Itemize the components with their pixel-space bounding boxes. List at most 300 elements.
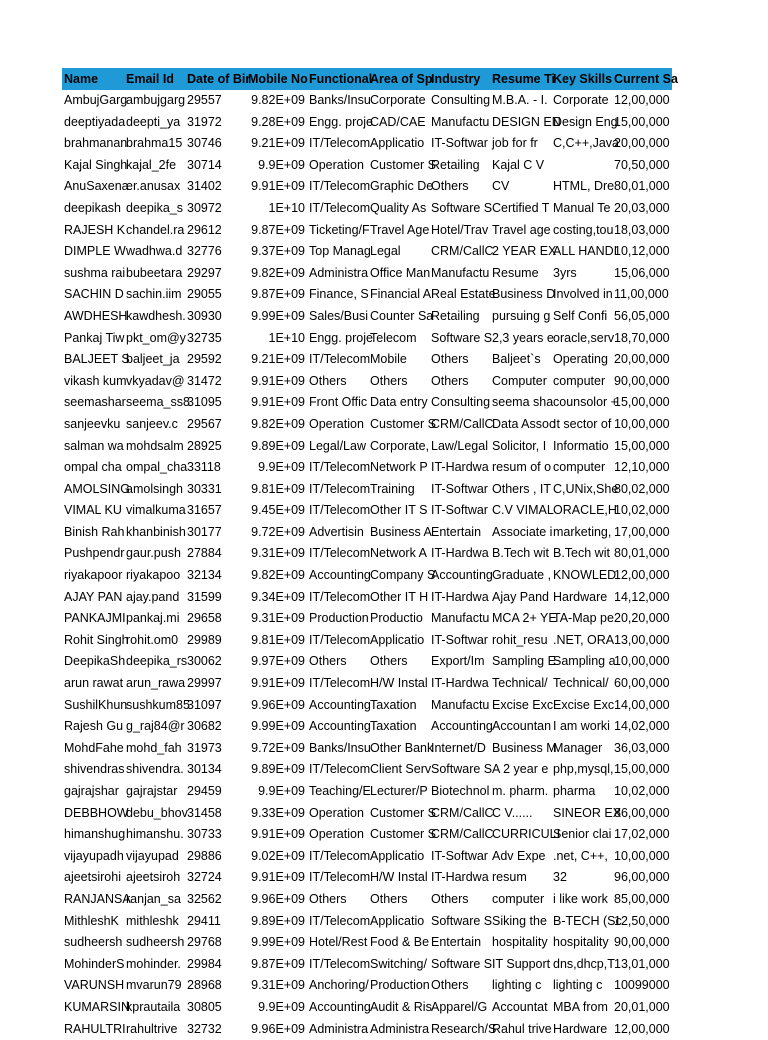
cell-name[interactable]: ompal cha <box>64 460 122 475</box>
cell-email[interactable]: deepika_rs <box>126 654 188 669</box>
cell-email[interactable]: baljeet_ja <box>126 352 180 367</box>
cell-specialization[interactable]: Other Bank <box>370 740 434 755</box>
cell-functional-area[interactable]: Banks/Insu <box>309 93 371 107</box>
cell-resume-title[interactable]: CURRICULI <box>492 827 561 842</box>
cell-current-salary[interactable]: 15,00,000 <box>614 114 670 129</box>
cell-functional-area[interactable]: Ticketing/F <box>309 222 370 237</box>
cell-resume-title[interactable]: hospitality <box>492 935 548 950</box>
cell-current-salary[interactable]: 18,70,000 <box>614 330 670 345</box>
cell-current-salary[interactable]: 60,00,000 <box>614 676 670 691</box>
cell-mobile[interactable]: 9.31E+09 <box>251 978 305 993</box>
cell-dob[interactable]: 32134 <box>187 568 222 583</box>
cell-key-skills[interactable]: .NET, ORA <box>553 632 615 647</box>
cell-functional-area[interactable]: IT/Telecom <box>309 848 371 863</box>
cell-name[interactable]: salman wa <box>64 438 124 453</box>
cell-name[interactable]: Kajal Singh <box>64 157 128 172</box>
cell-functional-area[interactable]: IT/Telecom <box>309 546 371 561</box>
cell-specialization[interactable]: H/W Instal <box>370 676 428 691</box>
cell-resume-title[interactable]: lighting c <box>492 978 542 993</box>
cell-industry[interactable]: Hotel/Trav <box>431 222 489 237</box>
cell-resume-title[interactable]: 2 YEAR EX <box>492 244 557 259</box>
cell-key-skills[interactable]: Senior clai <box>553 827 612 842</box>
cell-specialization[interactable]: Legal <box>370 244 401 259</box>
cell-resume-title[interactable]: seema sha <box>492 395 554 410</box>
cell-email[interactable]: brahma15 <box>126 136 183 151</box>
cell-current-salary[interactable]: 14,02,000 <box>614 719 670 734</box>
cell-specialization[interactable]: Other IT H <box>370 589 429 604</box>
cell-industry[interactable]: Entertain <box>431 524 482 539</box>
cell-mobile[interactable]: 9.91E+09 <box>251 395 305 410</box>
cell-current-salary[interactable]: 13,00,000 <box>614 632 670 647</box>
cell-mobile[interactable]: 9.37E+09 <box>251 244 305 259</box>
cell-functional-area[interactable]: IT/Telecom <box>309 632 371 647</box>
cell-email[interactable]: ambujgarg <box>126 93 186 107</box>
cell-key-skills[interactable] <box>551 155 612 177</box>
cell-resume-title[interactable]: resum of o <box>492 460 552 475</box>
cell-mobile[interactable]: 9.72E+09 <box>251 740 305 755</box>
cell-dob[interactable]: 31599 <box>187 589 222 604</box>
cell-mobile[interactable]: 9.91E+09 <box>251 373 305 388</box>
cell-name[interactable]: RAJESH K <box>64 222 126 237</box>
cell-specialization[interactable]: Applicatio <box>370 848 425 863</box>
cell-key-skills[interactable]: dns,dhcp,T <box>553 956 615 971</box>
cell-current-salary[interactable]: 12,50,000 <box>614 913 670 928</box>
cell-email[interactable]: shivendra. <box>126 762 184 777</box>
cell-functional-area[interactable]: Banks/Insu <box>309 740 371 755</box>
cell-key-skills[interactable]: B.Tech wit <box>553 546 610 561</box>
cell-name[interactable]: RANJANSA <box>64 891 131 906</box>
cell-mobile[interactable]: 1E+10 <box>268 330 305 345</box>
cell-current-salary[interactable]: 10,00,000 <box>614 654 670 669</box>
cell-name[interactable]: AnuSaxena <box>64 179 129 194</box>
cell-functional-area[interactable]: Production <box>309 611 369 626</box>
cell-resume-title[interactable]: Adv Expe <box>492 848 546 863</box>
cell-industry[interactable]: Manufactu <box>431 265 490 280</box>
cell-name[interactable]: brahmanan <box>64 136 128 151</box>
cell-industry[interactable]: Entertain <box>431 935 482 950</box>
cell-current-salary[interactable]: 20,20,000 <box>614 611 670 626</box>
cell-resume-title[interactable]: Associate i <box>492 524 553 539</box>
cell-functional-area[interactable]: Others <box>309 373 347 388</box>
cell-specialization[interactable]: CAD/CAE <box>370 114 426 129</box>
cell-current-salary[interactable]: 11,00,000 <box>614 287 669 302</box>
cell-current-salary[interactable]: 56,05,000 <box>614 308 670 323</box>
cell-name[interactable]: MohdFahe <box>64 740 124 755</box>
cell-functional-area[interactable]: Legal/Law <box>309 438 366 453</box>
cell-email[interactable]: arun_rawa <box>126 676 186 691</box>
cell-dob[interactable]: 29984 <box>187 956 222 971</box>
header-name[interactable]: Name <box>64 72 99 86</box>
cell-email[interactable]: ajay.pand <box>126 589 180 604</box>
cell-name[interactable]: AJAY PAN <box>64 589 123 604</box>
cell-dob[interactable]: 29886 <box>187 848 222 863</box>
cell-name[interactable]: AmbujGarg <box>64 93 128 107</box>
cell-resume-title[interactable]: Business D <box>492 287 556 302</box>
cell-functional-area[interactable]: IT/Telecom <box>309 460 371 475</box>
cell-current-salary[interactable]: 12,00,000 <box>614 1021 670 1036</box>
cell-industry[interactable]: Apparel/G <box>431 999 488 1014</box>
cell-email[interactable]: rahultrive <box>126 1021 178 1036</box>
cell-email[interactable]: chandel.ra <box>126 222 185 237</box>
cell-key-skills[interactable]: costing,tou <box>553 222 614 237</box>
cell-mobile[interactable]: 9.82E+09 <box>251 93 305 107</box>
cell-email[interactable]: deepika_s <box>126 200 183 215</box>
cell-mobile[interactable]: 9.87E+09 <box>251 287 305 302</box>
cell-specialization[interactable]: Financial A <box>370 287 432 302</box>
cell-key-skills[interactable]: I am worki <box>553 719 610 734</box>
cell-functional-area[interactable]: IT/Telecom <box>309 762 371 777</box>
cell-resume-title[interactable]: Graduate , <box>492 568 552 583</box>
cell-email[interactable]: gaur.push <box>126 546 181 561</box>
cell-resume-title[interactable]: 2,3 years e <box>492 330 554 345</box>
cell-industry[interactable]: IT-Softwar <box>431 481 488 496</box>
cell-functional-area[interactable]: Advertisin <box>309 524 364 539</box>
cell-mobile[interactable]: 9.81E+09 <box>251 481 305 496</box>
cell-resume-title[interactable]: job for fr <box>492 136 538 151</box>
cell-specialization[interactable]: Quality As <box>370 200 427 215</box>
cell-industry[interactable]: Retailing <box>431 308 480 323</box>
cell-mobile[interactable]: 9.45E+09 <box>251 503 305 518</box>
cell-name[interactable]: DIMPLE W <box>64 244 126 259</box>
cell-functional-area[interactable]: Teaching/E <box>309 784 371 798</box>
cell-current-salary[interactable]: 15,00,000 <box>614 395 670 410</box>
cell-resume-title[interactable]: IT Support <box>492 956 551 971</box>
cell-mobile[interactable]: 9.02E+09 <box>251 848 305 863</box>
cell-industry[interactable]: IT-Hardwa <box>431 589 489 604</box>
cell-current-salary[interactable]: 80,01,000 <box>614 179 670 194</box>
cell-specialization[interactable]: Productio <box>370 611 423 626</box>
cell-name[interactable]: SACHIN D <box>64 287 124 302</box>
cell-specialization[interactable]: Applicatio <box>370 913 425 928</box>
cell-specialization[interactable]: Taxation <box>370 719 417 734</box>
cell-resume-title[interactable]: Siking the <box>492 913 547 928</box>
cell-functional-area[interactable]: Accounting <box>309 697 371 712</box>
cell-key-skills[interactable]: Informatio <box>553 438 609 453</box>
cell-mobile[interactable]: 1E+10 <box>268 200 305 215</box>
cell-email[interactable]: deepti_ya <box>126 114 181 129</box>
cell-name[interactable]: VARUNSH <box>64 978 125 993</box>
cell-name[interactable]: sushma rai <box>64 265 126 280</box>
cell-specialization[interactable]: Travel Age <box>370 222 430 237</box>
cell-industry[interactable]: Retailing <box>431 157 480 172</box>
cell-resume-title[interactable]: Technical/ <box>492 676 548 691</box>
cell-resume-title[interactable]: Others , IT <box>492 481 552 496</box>
cell-email[interactable]: himanshu. <box>126 827 184 842</box>
cell-key-skills[interactable]: computer <box>553 460 606 475</box>
cell-current-salary[interactable]: 10,12,000 <box>614 244 670 259</box>
cell-name[interactable]: AWDHESH <box>64 308 128 323</box>
cell-industry[interactable]: Manufactu <box>431 697 490 712</box>
cell-resume-title[interactable]: Resume <box>492 265 539 280</box>
cell-name[interactable]: SushilKhun <box>64 697 128 712</box>
cell-name[interactable]: DeepikaSh <box>64 654 126 669</box>
cell-email[interactable]: vkyadav@ <box>126 373 185 388</box>
cell-dob[interactable]: 32562 <box>187 891 222 906</box>
cell-functional-area[interactable]: IT/Telecom <box>309 481 371 496</box>
cell-industry[interactable]: Software S <box>431 956 493 971</box>
cell-mobile[interactable]: 9.87E+09 <box>251 956 305 971</box>
cell-specialization[interactable]: Mobile <box>370 352 407 367</box>
cell-specialization[interactable]: Customer S <box>370 157 436 172</box>
cell-email[interactable]: mohd_fah <box>126 740 182 755</box>
cell-key-skills[interactable]: C,UNix,She <box>553 481 619 496</box>
cell-resume-title[interactable]: computer <box>492 891 545 906</box>
cell-functional-area[interactable]: IT/Telecom <box>309 870 371 885</box>
cell-mobile[interactable]: 9.31E+09 <box>251 546 305 561</box>
cell-dob[interactable]: 31097 <box>187 697 222 712</box>
cell-resume-title[interactable]: M.B.A. - I. <box>492 93 548 107</box>
cell-email[interactable]: g_raj84@r <box>126 719 185 734</box>
cell-industry[interactable]: IT-Hardwa <box>431 460 489 475</box>
cell-email[interactable]: mvarun79 <box>126 978 182 993</box>
cell-specialization[interactable]: Customer S <box>370 827 436 842</box>
cell-resume-title[interactable]: Sampling E <box>492 654 556 669</box>
cell-dob[interactable]: 30972 <box>187 200 222 215</box>
cell-email[interactable]: wadhwa.d <box>126 244 183 259</box>
cell-industry[interactable]: Others <box>431 891 469 906</box>
cell-industry[interactable]: Software S <box>431 330 493 345</box>
cell-name[interactable]: himanshug <box>64 827 126 842</box>
cell-resume-title[interactable]: Ajay Pand <box>492 589 549 604</box>
cell-functional-area[interactable]: Operation <box>309 157 364 172</box>
cell-current-salary[interactable]: 70,50,000 <box>614 157 670 172</box>
cell-resume-title[interactable]: MCA 2+ YE <box>492 611 557 626</box>
cell-email[interactable]: bubeetara <box>126 265 183 280</box>
cell-industry[interactable]: Software S <box>431 762 493 777</box>
cell-functional-area[interactable]: Operation <box>309 805 364 820</box>
cell-functional-area[interactable]: Operation <box>309 416 364 431</box>
cell-name[interactable]: VIMAL KU <box>64 503 122 518</box>
cell-functional-area[interactable]: IT/Telecom <box>309 352 371 367</box>
cell-dob[interactable]: 30331 <box>187 481 222 496</box>
cell-functional-area[interactable]: Finance, S <box>309 287 369 302</box>
cell-resume-title[interactable]: Certified T <box>492 200 550 215</box>
cell-current-salary[interactable]: 90,00,000 <box>614 935 670 950</box>
cell-mobile[interactable]: 9.97E+09 <box>251 654 305 669</box>
cell-specialization[interactable]: Applicatio <box>370 632 425 647</box>
cell-industry[interactable]: Others <box>431 352 469 367</box>
cell-key-skills[interactable]: Manager <box>553 740 603 755</box>
cell-key-skills[interactable]: hospitality <box>553 935 609 950</box>
cell-dob[interactable]: 29997 <box>187 676 222 691</box>
cell-specialization[interactable]: Lecturer/P <box>370 784 428 798</box>
cell-mobile[interactable]: 9.82E+09 <box>251 265 305 280</box>
cell-industry[interactable]: Manufactu <box>431 611 490 626</box>
cell-key-skills[interactable]: Operating <box>553 352 608 367</box>
cell-dob[interactable]: 32724 <box>187 870 222 885</box>
cell-mobile[interactable]: 9.91E+09 <box>251 179 305 194</box>
cell-name[interactable]: AMOLSING <box>64 481 130 496</box>
cell-resume-title[interactable]: Baljeet`s <box>492 352 541 367</box>
cell-dob[interactable]: 31472 <box>187 373 222 388</box>
cell-current-salary[interactable]: 18,03,000 <box>614 222 670 237</box>
cell-functional-area[interactable]: IT/Telecom <box>309 913 371 928</box>
cell-industry[interactable]: Manufactu <box>431 114 490 129</box>
cell-key-skills[interactable]: 3yrs <box>553 265 577 280</box>
cell-dob[interactable]: 32735 <box>187 330 222 345</box>
cell-industry[interactable]: IT-Hardwa <box>431 870 489 885</box>
cell-email[interactable]: amolsingh <box>126 481 183 496</box>
cell-current-salary[interactable]: 20,00,000 <box>614 352 670 367</box>
cell-email[interactable]: gajrajstar <box>126 784 178 798</box>
cell-industry[interactable]: Software S <box>431 200 493 215</box>
cell-mobile[interactable]: 9.89E+09 <box>251 913 305 928</box>
header-current-salary[interactable]: Current Sa <box>614 72 678 86</box>
cell-industry[interactable]: CRM/CallC <box>431 805 494 820</box>
cell-functional-area[interactable]: Accounting <box>309 719 371 734</box>
cell-specialization[interactable]: Administra <box>370 1021 430 1036</box>
cell-specialization[interactable]: Training <box>370 481 415 496</box>
cell-key-skills[interactable]: marketing, <box>553 524 612 539</box>
cell-dob[interactable]: 29989 <box>187 632 222 647</box>
cell-resume-title[interactable]: Business M <box>492 740 557 755</box>
cell-key-skills[interactable]: ALL HANDI <box>553 244 618 259</box>
cell-current-salary[interactable]: 12,00,000 <box>614 93 670 107</box>
cell-mobile[interactable]: 9.96E+09 <box>251 1021 305 1036</box>
cell-industry[interactable]: Others <box>431 179 469 194</box>
cell-key-skills[interactable]: It sector of <box>553 416 612 431</box>
cell-specialization[interactable]: Customer S <box>370 416 436 431</box>
cell-dob[interactable]: 29557 <box>187 93 222 107</box>
cell-mobile[interactable]: 9.9E+09 <box>258 157 305 172</box>
cell-dob[interactable]: 27884 <box>187 546 222 561</box>
cell-mobile[interactable]: 9.99E+09 <box>251 719 305 734</box>
cell-current-salary[interactable]: 10099000 <box>614 978 670 993</box>
cell-current-salary[interactable]: 12,10,000 <box>614 460 670 475</box>
cell-mobile[interactable]: 9.82E+09 <box>251 416 305 431</box>
cell-dob[interactable]: 31458 <box>187 805 222 820</box>
cell-name[interactable]: deeptiyada <box>64 114 126 129</box>
cell-resume-title[interactable]: Rahul trive <box>492 1021 552 1036</box>
cell-functional-area[interactable]: Engg. proje <box>309 330 373 345</box>
cell-industry[interactable]: Consulting <box>431 395 491 410</box>
cell-dob[interactable]: 29055 <box>187 287 222 302</box>
cell-mobile[interactable]: 9.89E+09 <box>251 762 305 777</box>
cell-mobile[interactable]: 9.31E+09 <box>251 611 305 626</box>
cell-current-salary[interactable]: 86,00,000 <box>614 805 670 820</box>
cell-resume-title[interactable]: Excise Exc <box>492 697 554 712</box>
cell-industry[interactable]: Law/Legal <box>431 438 488 453</box>
cell-resume-title[interactable]: B.Tech wit <box>492 546 549 561</box>
cell-email[interactable]: ajeetsiroh <box>126 870 181 885</box>
cell-industry[interactable]: CRM/CallC <box>431 416 494 431</box>
cell-name[interactable]: Rohit Singh <box>64 632 129 647</box>
cell-dob[interactable]: 28925 <box>187 438 222 453</box>
cell-name[interactable]: vijayupadh <box>64 848 124 863</box>
cell-mobile[interactable]: 9.28E+09 <box>251 114 305 129</box>
cell-functional-area[interactable]: IT/Telecom <box>309 200 371 215</box>
cell-email[interactable]: kprautaila <box>126 999 181 1014</box>
cell-mobile[interactable]: 9.99E+09 <box>251 935 305 950</box>
cell-resume-title[interactable]: Accountat <box>492 999 548 1014</box>
header-email[interactable]: Email Id <box>126 72 174 86</box>
cell-key-skills[interactable]: i like work <box>553 891 608 906</box>
cell-current-salary[interactable]: 10,00,000 <box>614 848 670 863</box>
cell-dob[interactable]: 31657 <box>187 503 222 518</box>
cell-email[interactable]: seema_ss8 <box>126 395 190 410</box>
cell-functional-area[interactable]: IT/Telecom <box>309 136 371 151</box>
cell-current-salary[interactable]: 80,02,000 <box>614 481 670 496</box>
cell-name[interactable]: sudheersh <box>64 935 123 950</box>
cell-dob[interactable]: 29592 <box>187 352 222 367</box>
header-resume-title[interactable]: Resume Ti <box>492 72 555 86</box>
cell-specialization[interactable]: Switching/ <box>370 956 427 971</box>
cell-current-salary[interactable]: 90,00,000 <box>614 373 670 388</box>
cell-email[interactable]: pkt_om@y <box>126 330 186 345</box>
cell-email[interactable]: rohit.om0 <box>126 632 179 647</box>
cell-email[interactable]: mohdsalm <box>126 438 184 453</box>
cell-dob[interactable]: 29297 <box>187 265 222 280</box>
cell-industry[interactable]: Accounting <box>431 568 493 583</box>
cell-current-salary[interactable]: 80,01,000 <box>614 546 670 561</box>
cell-mobile[interactable]: 9.81E+09 <box>251 632 305 647</box>
cell-specialization[interactable]: Client Serv <box>370 762 432 777</box>
cell-functional-area[interactable]: Administra <box>309 265 369 280</box>
cell-key-skills[interactable]: Manual Te <box>553 200 611 215</box>
cell-email[interactable]: sanjeev.c <box>126 416 178 431</box>
cell-name[interactable]: BALJEET S <box>64 352 130 367</box>
cell-industry[interactable]: Export/Im <box>431 654 485 669</box>
cell-name[interactable]: Binish Rah <box>64 524 125 539</box>
cell-industry[interactable]: IT-Softwar <box>431 632 488 647</box>
cell-functional-area[interactable]: Others <box>309 891 347 906</box>
cell-current-salary[interactable]: 14,12,000 <box>614 589 670 604</box>
cell-key-skills[interactable]: Involved in <box>553 287 613 302</box>
cell-key-skills[interactable]: KNOWLED <box>553 568 617 583</box>
cell-email[interactable]: sushkum85 <box>126 697 190 712</box>
cell-current-salary[interactable]: 36,03,000 <box>614 740 670 755</box>
cell-email[interactable]: vimalkuma <box>126 503 186 518</box>
cell-current-salary[interactable]: 15,06,000 <box>614 265 670 280</box>
cell-resume-title[interactable]: pursuing g <box>492 308 551 323</box>
cell-current-salary[interactable]: 15,00,000 <box>614 762 670 777</box>
cell-resume-title[interactable]: rohit_resu <box>492 632 548 647</box>
cell-email[interactable]: sudheersh <box>126 935 185 950</box>
cell-dob[interactable]: 29612 <box>187 222 222 237</box>
cell-dob[interactable]: 31973 <box>187 740 222 755</box>
cell-current-salary[interactable]: 20,03,000 <box>614 200 670 215</box>
cell-name[interactable]: MithleshK <box>64 913 119 928</box>
cell-dob[interactable]: 30805 <box>187 999 222 1014</box>
cell-dob[interactable]: 30930 <box>187 308 222 323</box>
cell-key-skills[interactable]: counsolor + <box>553 395 618 410</box>
cell-resume-title[interactable]: Kajal C V <box>492 157 545 172</box>
cell-functional-area[interactable]: Accounting <box>309 999 371 1014</box>
cell-current-salary[interactable]: 10,00,000 <box>614 416 670 431</box>
cell-email[interactable]: ompal_cha <box>126 460 188 475</box>
cell-dob[interactable]: 30062 <box>187 654 222 669</box>
cell-mobile[interactable]: 9.89E+09 <box>251 438 305 453</box>
cell-current-salary[interactable]: 10,02,000 <box>614 503 670 518</box>
cell-key-skills[interactable]: .net, C++, <box>553 848 608 863</box>
cell-specialization[interactable]: Audit & Ris <box>370 999 432 1014</box>
cell-key-skills[interactable]: B-TECH (Sc <box>553 913 622 928</box>
cell-current-salary[interactable]: 85,00,000 <box>614 891 670 906</box>
header-mobile[interactable]: Mobile No <box>248 72 308 86</box>
cell-key-skills[interactable]: Technical/ <box>553 676 609 691</box>
cell-key-skills[interactable]: C,C++,Java <box>553 136 620 151</box>
cell-specialization[interactable]: Other IT S <box>370 503 428 518</box>
cell-name[interactable]: vikash kum <box>64 373 127 388</box>
cell-name[interactable]: Pankaj Tiw <box>64 330 125 345</box>
cell-dob[interactable]: 29768 <box>187 935 222 950</box>
header-industry[interactable]: Industry <box>431 72 481 86</box>
cell-functional-area[interactable]: Top Manag <box>309 244 371 259</box>
cell-dob[interactable]: 30714 <box>187 157 222 172</box>
cell-specialization[interactable]: Telecom <box>370 330 417 345</box>
cell-resume-title[interactable]: Computer <box>492 373 547 388</box>
cell-name[interactable]: arun rawat <box>64 676 124 691</box>
